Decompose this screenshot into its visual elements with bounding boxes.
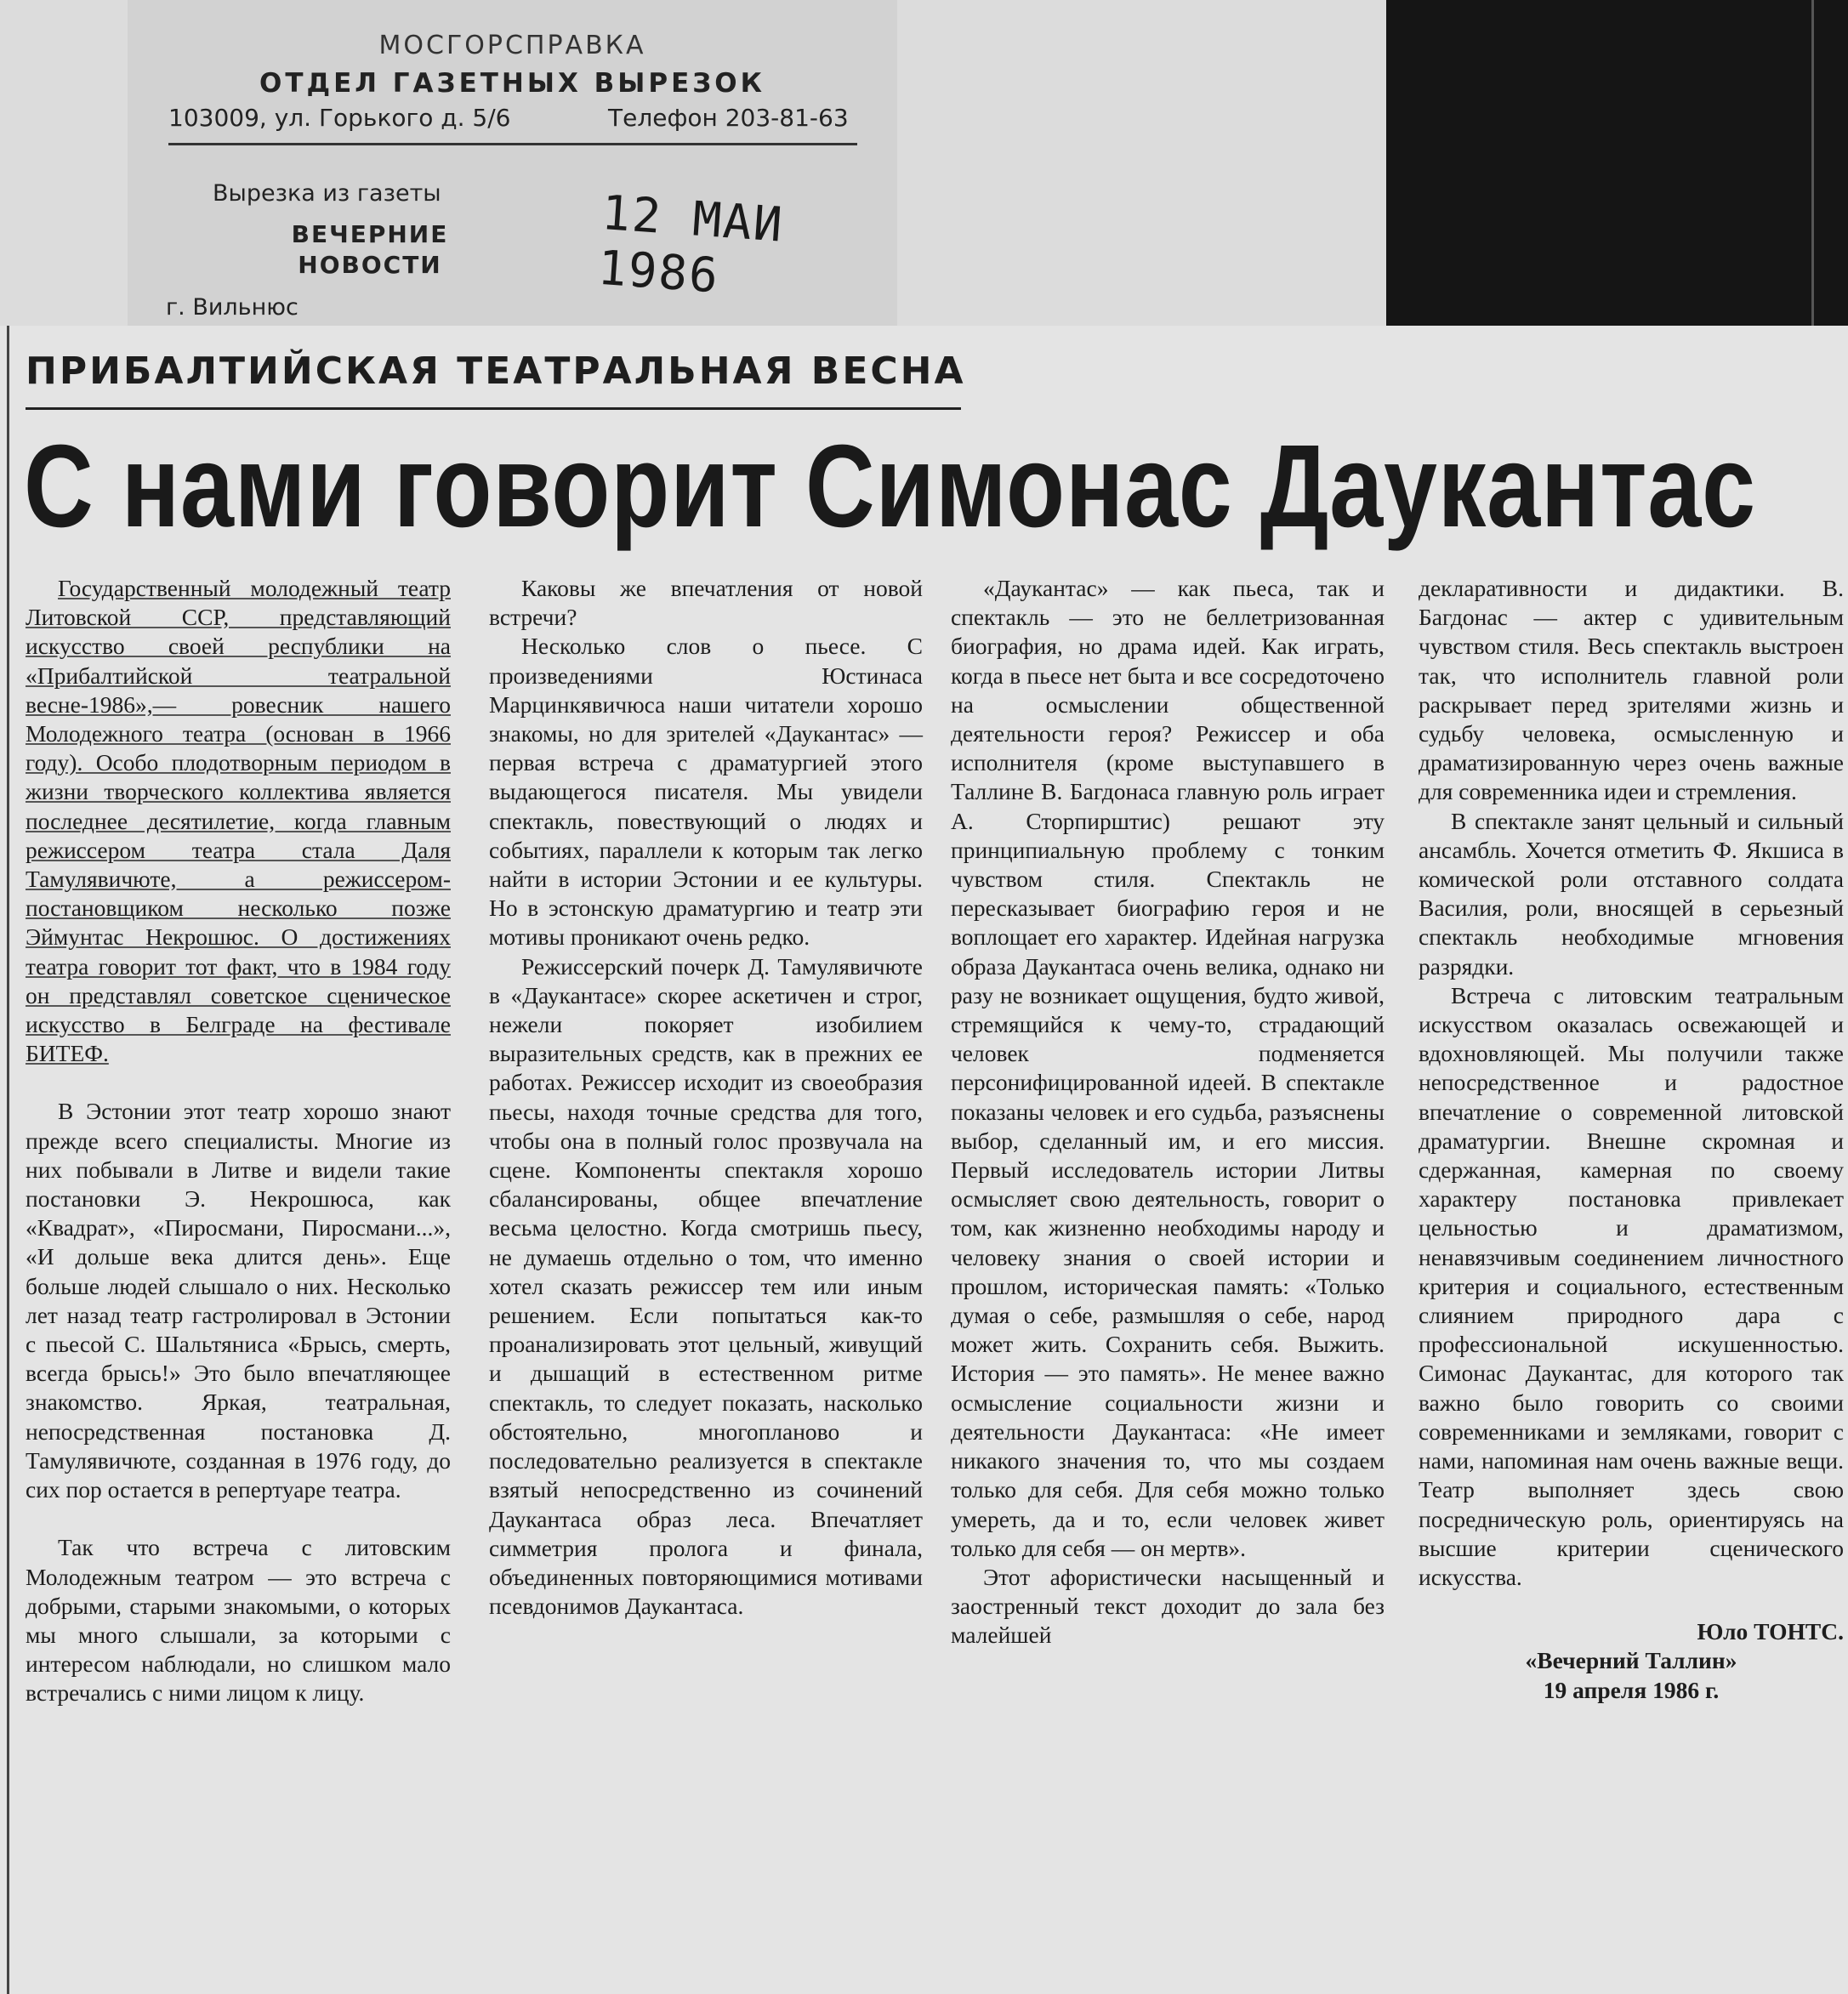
stamp-newspaper-line1: ВЕЧЕРНИЕ: [291, 220, 449, 248]
article-source: «Вечерний Таллин»: [1525, 1647, 1737, 1674]
paragraph: Несколько слов о пьесе. С произведениями Юстинаса Марцинкявичюса наши читатели хорошо знакомы, но для зрителей «Даукантас» — первая встреча с драматургией этого выдающегося писателя. Мы увидели спектакль, повествующий о людях и событиях, параллели к которым так легко найти в истории Эстонии и ее культуры. Но в эстонскую драматургию и театр эти мотивы проникают очень редко.: [489, 633, 923, 951]
stamp-address: 103009, ул. Горького д. 5/6: [168, 104, 511, 132]
paragraph: Так что встреча с литовским Молодежным театром — это встреча с добрыми, старыми знакомыми, о которых мы много слышали, за которыми с интересом наблюдали, но слишком мало встречались с ними лицом к лицу.: [26, 1534, 451, 1707]
paragraph: В спектакле занят цельный и сильный ансамбль. Хочется отметить Ф. Якшиса в комической роли отставного солдата Василия, роли, вносящей в серьезный спектакль необходимые мгновения разрядки.: [1419, 807, 1844, 980]
stamp-department: ОТДЕЛ ГАЗЕТНЫХ ВЫРЕЗОК: [259, 68, 766, 99]
paragraph: Государственный молодежный театр Литовской ССР, представляющий искусство своей республики на «Прибалтийской театральной весне-1986»,— ровесник нашего Молодежного театра (основан в 1966 году). Особо плодотворным периодом в жизни творческого коллектива является последнее десятилетие, когда главным режиссером театра стала Даля Тамулявичюте, а режиссером-постановщиком несколько позже Эймунтас Некрошюс. О достижениях театра говорит тот факт, что в 1984 году он представлял советское сценическое искусство в Белграде на фестивале БИТЕФ.: [26, 575, 451, 1067]
paragraph: Каковы же впечатления от новой встречи?: [489, 575, 923, 631]
rubric-title: ПРИБАЛТИЙСКАЯ ТЕАТРАЛЬНАЯ ВЕСНА: [26, 349, 966, 393]
stamp-newspaper-line2: НОВОСТИ: [298, 251, 442, 279]
article-column-2: [489, 574, 923, 1621]
rubric-underline: [26, 407, 961, 410]
article-column-1: [26, 574, 451, 1708]
stamp-city: г. Вильнюс: [166, 294, 299, 321]
clipping-left-edge: [7, 326, 9, 1994]
paragraph: «Даукантас» — как пьеса, так и спектакль — это не беллетризованная биография, но драма идей. Как играть, когда в пьесе нет быта и все сосредоточено на осмыслении общественной деятельности героя? Режиссер и оба исполнителя (кроме выступавшего в Таллине В. Багдонаса главную роль играет А. Сторпирштис) решают эту принципиальную проблему с тонким чувством стиля. Спектакль не пересказывает биографию героя и не воплощает его характер. Идейная нагрузка образа Даукантаса очень велика, однако ни разу не возникает ощущения, будто живой, стремящийся к чему-то, страдающий человек подменяется персонифицированной идеей. В спектакле показаны человек и его судьба, разъяснены выбор, сделанный им, и его миссия. Первый исследователь истории Литвы осмысляет свою деятельность, говорит о том, как жизненно необходимы народу и человеку знания о своей истории и прошлом, историческая память: «Только думая о себе, размышляя о себе, народ может жить. Сохранить себя. Выжить. История — это память». Не менее важно осмысление социальности жизни и деятельности Даукантаса: «Не имеет никакого значения то, что мы создаем только для себя. Для себя можно только умереть, да и то, если человек живет только для себя — он мертв».: [951, 575, 1385, 1561]
paragraph: Режиссерский почерк Д. Тамулявичюте в «Даукантасе» скорее аскетичен и строг, нежели покоряет изобилием выразительных средств, как в прежних ее работах. Режиссер исходит из своеобразия пьесы, находя точные средства для того, чтобы она в полный голос прозвучала на сцене. Компоненты спектакля хорошо сбалансированы, общее впечатление весьма целостно. Когда смотришь пьесу, не думаешь отдельно о том, что именно хотел сказать режиссер тем или иным решением. Если попытаться как-то проанализировать этот цельный, живущий и дышащий в естественном ритме спектакль, то следует показать, насколько обстоятельно, многопланово и последовательно реализуется в спектакле взятый непосредственно из сочинений Даукантаса образ леса. Впечатляет симметрия пролога и финала, объединенных повторяющимися мотивами псевдонимов Даукантаса.: [489, 952, 923, 1620]
paragraph: декларативности и дидактики. В. Багдонас — актер с удивительным чувством стиля. Весь спектакль выстроен так, что исполнитель главной роли раскрывает перед зрителями жизнь и судьбу человека, осмысленную и драматизированную через очень важные для современника идеи и стремления.: [1419, 575, 1844, 805]
stamp-newspaper-name: [259, 219, 480, 281]
newspaper-clipping: [0, 326, 1848, 1994]
paragraph: В Эстонии этот театр хорошо знают прежде всего специалисты. Многие из них побывали в Литве и видели такие постановки Э. Некрошюса, как «Квадрат», «Пиросмани, Пиросмани...», «И дольше века длится день». Еще больше людей слышало о них. Несколько лет назад театр гастролировал в Эстонии с пьесой С. Шальтяниса «Брысь, смерть, всегда брысь!» Это было впечатляющее знакомство. Яркая, театральная, непосредственная постановка Д. Тамулявичюте, созданная в 1976 году, до сих пор остается в репертуаре театра.: [26, 1098, 451, 1503]
stamp-phone: Телефон 203-81-63: [608, 104, 849, 132]
article-headline: С нами говорит Симонас Даукантас: [24, 421, 1756, 552]
clipping-service-stamp: [128, 0, 897, 327]
article-author: Юло ТОНТС.: [1697, 1618, 1844, 1645]
article-column-4: [1419, 574, 1844, 1705]
stamp-divider: [168, 143, 857, 145]
stamp-clipping-label: Вырезка из газеты: [213, 180, 441, 207]
stamp-date: 12 МАИ 1986: [595, 185, 786, 304]
paragraph: Этот афористически насыщенный и заостренный текст доходит до зала без малейшей: [951, 1563, 1385, 1649]
article-column-3: [951, 574, 1385, 1650]
paragraph: Встреча с литовским театральным искусством оказалась освежающей и вдохновляющей. Мы получили также непосредственное и радостное впечатление о современной литовской драматургии. Внешне скромная и сдержанная, камерная по своему характеру постановка привлекает цельностью и драматизмом, ненавязчивым соединением личностного критерия и социального, естественным слиянием природного дара с профессиональной искушенностью. Симонас Даукантас, для которого так важно было говорить со своими современниками и земляками, говорит с нами, напоминая нам очень важные вещи. Театр выполняет здесь свою посредническую роль, ориентируясь на высшие критерии сценического искусства.: [1419, 981, 1844, 1590]
stamp-organization: МОСГОРСПРАВКА: [378, 31, 646, 60]
article-source-date: 19 апреля 1986 г.: [1543, 1676, 1720, 1703]
